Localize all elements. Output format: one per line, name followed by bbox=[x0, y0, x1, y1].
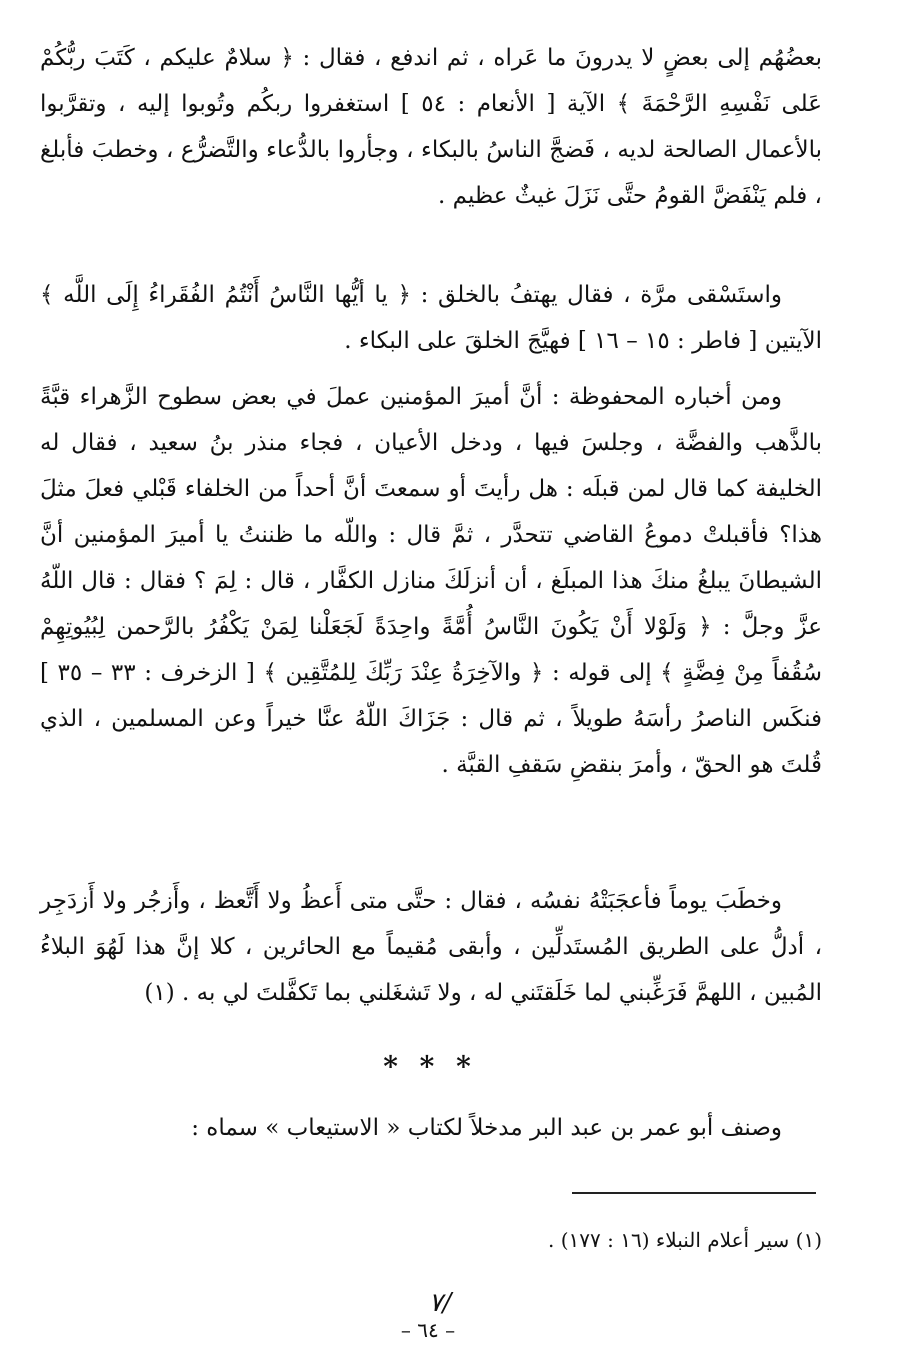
paragraph-text: واستَسْقى مرَّة ، فقال يهتفُ بالخلق : ﴿ يا أيُّها النَّاسُ أَنْتُمُ الفُقَراءُ إِلَى اللَّه ﴾ الآيتين [ فاطر : ١٥ – ١٦ ] فهيَّجَ الخلقَ على البكاء . bbox=[40, 282, 822, 354]
paragraph-text: ومن أخباره المحفوظة : أنَّ أميرَ المؤمنين عملَ في بعض سطوح الزَّهراء قبَّةً بالذَّهب والفضَّة ، وجلسَ فيها ، ودخل الأعيان ، فجاء منذر بنُ سعيد ، فقال له الخليفة كما قال لمن قبلَه : هل رأيتَ أو سمعتَ أنَّ أحداً من الخلفاء قَبْلي فعلَ مثلَ هذا؟ فأقبلتْ دموعُ القاضي تتحدَّر ، ثمَّ قال : واللّه ما ظننتُ يا أميرَ المؤمنين أنَّ الشيطانَ يبلغُ منكَ هذا المبلَغ ، أن أنزلَكَ منازل الكفَّار ، قال : لِمَ ؟ فقال : قال اللّهُ عزَّ وجلَّ : ﴿ وَلَوْلا أَنْ يَكُونَ النَّاسُ أُمَّةً واحِدَةً لَجَعَلْنا لِمَنْ يَكْفُرُ بالرَّحمن لِبُيُوتِهِمْ سُقُفاً مِنْ فِضَّةٍ ﴾ إلى قوله : ﴿ والآخِرَةُ عِنْدَ رَبِّكَ لِلمُتَّقِين ﴾ [ الزخرف : ٣٣ – ٣٥ ] فنكَس الناصرُ رأسَهُ طويلاً ، ثم قال : جَزَاكَ اللّهُ عنَّا خيراً وعن المسلمين ، الذي قُلتَ هو الحقّ ، وأمرَ بنقضِ سَقفِ القبَّة . bbox=[40, 384, 822, 778]
page-number: – ٦٤ – bbox=[400, 1318, 456, 1342]
body-paragraph-4 bbox=[40, 878, 822, 1016]
paragraph-text: بعضُهُم إلى بعضٍ لا يدرونَ ما عَراه ، ثم اندفع ، فقال : ﴿ سلامٌ عليكم ، كَتَبَ ربُّكُمْ عَلى نَفْسِهِ الرَّحْمَةَ ﴾ الآية [ الأنعام : ٥٤ ] استغفروا ربكُم وتُوبوا إليه ، وتقرَّبوا بالأعمال الصالحة لديه ، فَضجَّ الناسُ بالبكاء ، وجأروا بالدُّعاء والتَّضرُّع ، وخطبَ فأبلغ ، فلم يَنْفَضَّ القومُ حتَّى نَزَلَ غيثٌ عظيم . bbox=[40, 45, 822, 209]
closing-paragraph bbox=[40, 1105, 822, 1151]
page-mark: ٧/ bbox=[428, 1288, 452, 1318]
footnote: (١) سير أعلام النبلاء (١٦ : ١٧٧) . bbox=[548, 1228, 822, 1252]
body-paragraph-1 bbox=[40, 35, 822, 219]
paragraph-text: وصنف أبو عمر بن عبد البر مدخلاً لكتاب « الاستيعاب » سماه : bbox=[191, 1115, 782, 1141]
body-paragraph-2 bbox=[40, 272, 822, 364]
paragraph-text: وخطَبَ يوماً فأعجَبَتْهُ نفسُه ، فقال : حتَّى متى أَعظُ ولا أَتَّعظ ، وأَزجُر ولا أَزدَجِر ، أدلُّ على الطريق المُستَدلِّين ، وأبقى مُقيماً مع الحائرين ، كلا إنَّ هذا لَهُوَ البلاءُ المُبين ، اللهمَّ فَرَغِّبني لما خَلَقتَني له ، ولا تَشغَلني بما تَكفَّلتَ لي به . (١) bbox=[40, 888, 823, 1006]
section-separator: * * * bbox=[383, 1050, 477, 1083]
body-paragraph-3 bbox=[40, 374, 822, 788]
footnote-divider bbox=[572, 1192, 816, 1194]
